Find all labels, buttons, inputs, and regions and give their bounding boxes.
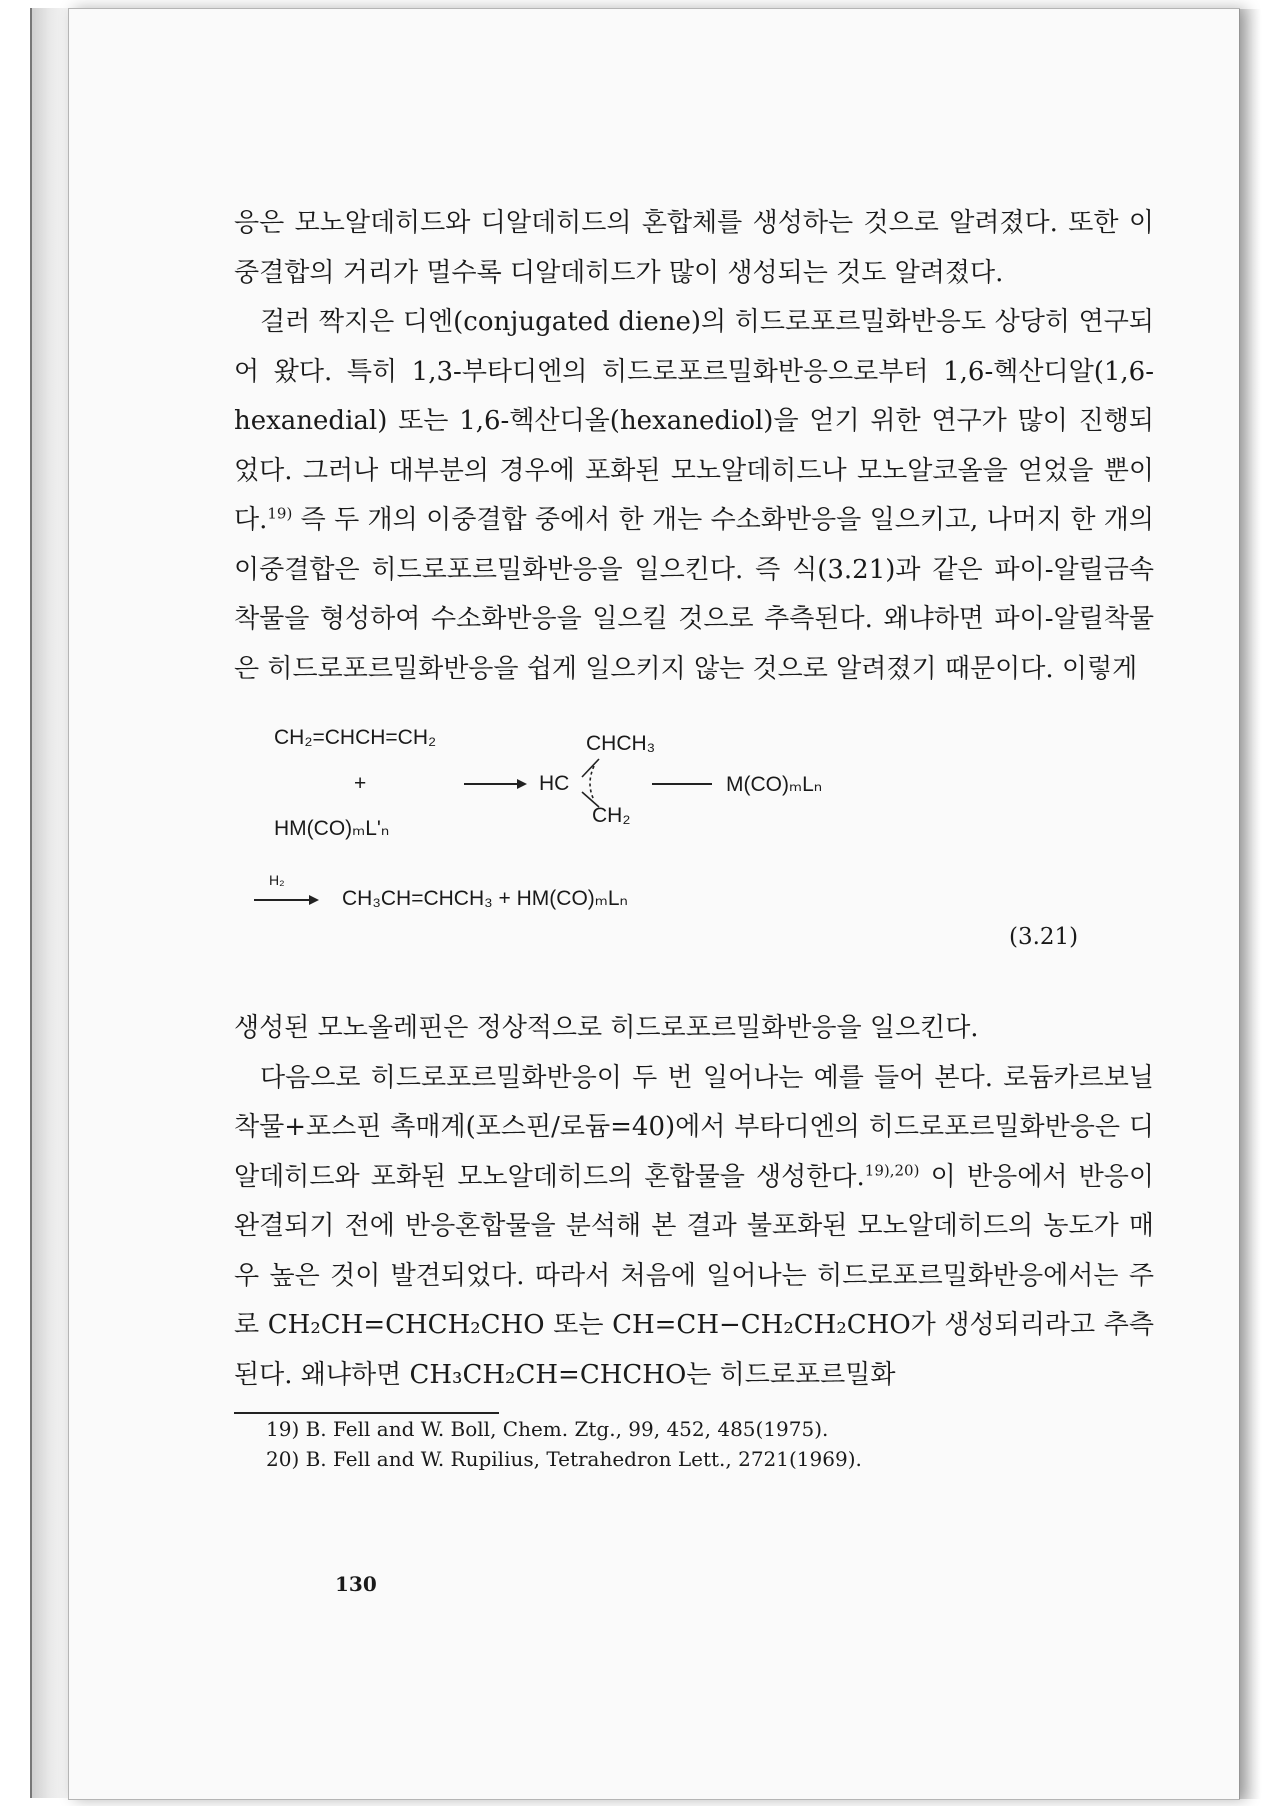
allyl-hc: HC <box>539 772 570 795</box>
book-spine-edge <box>30 8 72 1798</box>
reaction-arrow-head <box>517 779 527 789</box>
products: CH₃CH=CHCH₃ + HM(CO)ₘLₙ <box>342 887 628 910</box>
footnote-19: 19) B. Fell and W. Boll, Chem. Ztg., 99, 452, 485(1975). <box>266 1417 829 1441</box>
page-shadow <box>1239 9 1261 1799</box>
footnote-20: 20) B. Fell and W. Rupilius, Tetrahedron Lett., 2721(1969). <box>266 1447 862 1471</box>
equation-number: (3.21) <box>1009 924 1079 950</box>
paragraph-2-text: 걸러 짝지은 디엔(conjugated diene)의 히드로포르밀화반응도 상당히 연구되어 왔다. 특히 1,3-부타디엔의 히드로포르밀화반응으로부터 1,6-헥산디알(1,6-hexanedial) 또는 1,6-헥산디올(hexanediol)을 얻기 위한 연구가 많이 진행되었다. 그러나 대부분의 경우에 포화된 모노알데히드나 모노알코올을 얻었을 뿐이다. <box>234 307 1154 535</box>
paragraph-1-text: 응은 모노알데히드와 디알데히드의 혼합체를 생성하는 것으로 알려졌다. 또한 이중결합의 거리가 멀수록 디알데히드가 많이 생성되는 것도 알려졌다. <box>234 208 1154 288</box>
paragraph-4 <box>234 1054 1154 1401</box>
metal-fragment: M(CO)ₘLₙ <box>726 773 823 796</box>
paragraph-4-text-cont: 이 반응에서 반응이 완결되기 전에 반응혼합물을 분석해 본 결과 불포화된 모노알데히드의 농도가 매우 높은 것이 발견되었다. 따라서 처음에 일어나는 히드로포르밀화반응에서는 주로 CH₂CH=CHCH₂CHO 또는 CH=CH−CH₂CH₂CHO가 생성되리라고 추측된다. 왜냐하면 CH₃CH₂CH=CHCHO는 히드로포르밀화 <box>234 1161 1154 1390</box>
paragraph-2-text-cont: 즉 두 개의 이중결합 중에서 한 개는 수소화반응을 일으키고, 나머지 한 개의 이중결합은 히드로포르밀화반응을 일으킨다. 즉 식(3.21)과 같은 파이-알릴금속 착물을 형성하여 수소화반응을 일으킬 것으로 추측된다. 왜냐하면 파이-알릴착물은 히드로포르밀화반응을 쉽게 일으키지 않는 것으로 알려졌기 때문이다. 이렇게 <box>234 505 1154 684</box>
reactant-metal-hydride: HM(CO)ₘL'ₙ <box>274 817 390 840</box>
pi-allyl-dashed-arc <box>590 766 594 800</box>
paragraph-1 <box>234 199 1154 298</box>
paragraph-2 <box>234 298 1154 694</box>
plus-sign: + <box>354 772 367 795</box>
allyl-ch2: CH₂ <box>592 804 631 827</box>
reactant-butadiene: CH₂=CHCH=CH₂ <box>274 726 437 749</box>
citation-superscript: 19) <box>267 504 293 523</box>
book-page <box>68 8 1240 1800</box>
paragraph-3 <box>234 1004 1154 1054</box>
h2-arrow-head <box>309 895 319 905</box>
citation-superscript: 19),20) <box>864 1160 920 1179</box>
paragraph-4-text: 다음으로 히드로포르밀화반응이 두 번 일어나는 예를 들어 본다. 로듐카르보닐착물+포스핀 촉매계(포스핀/로듐=40)에서 부타디엔의 히드로포르밀화반응은 디알데히드와 포화된 모노알데히드의 혼합물을 생성한다. <box>234 1062 1154 1192</box>
page-number: 130 <box>335 1572 377 1596</box>
footnote-rule <box>234 1412 862 1474</box>
text-block <box>234 199 1154 1474</box>
allyl-chch3: CHCH₃ <box>586 732 656 755</box>
reaction-scheme <box>234 704 1154 1004</box>
paragraph-3-text: 생성된 모노올레핀은 정상적으로 히드로포르밀화반응을 일으킨다. <box>234 1013 979 1043</box>
h2-label: H₂ <box>269 872 285 888</box>
